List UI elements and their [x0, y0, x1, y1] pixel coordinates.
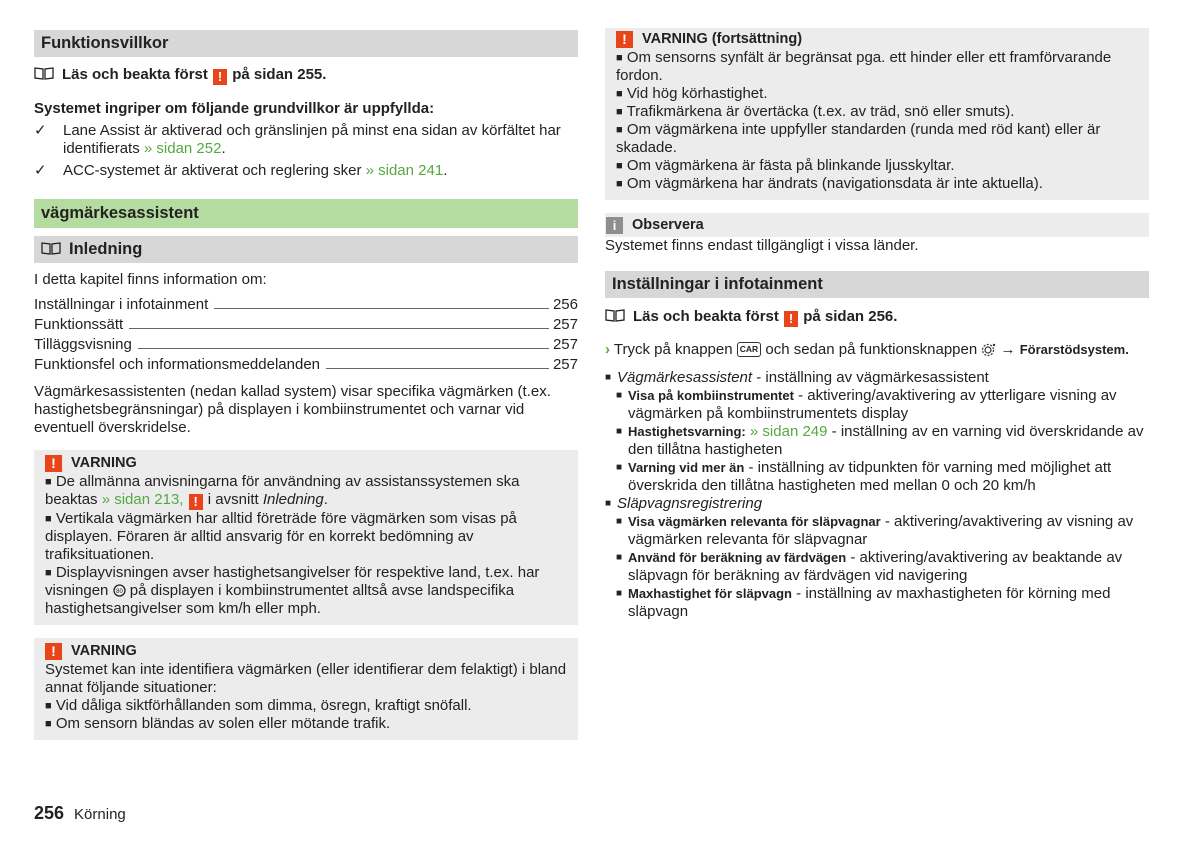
page-link[interactable]: » sidan 252 — [143, 140, 222, 157]
toc-intro: I detta kapitel finns information om: — [34, 271, 267, 288]
section-header-inledning: Inledning — [34, 236, 578, 263]
page-number: 256 — [34, 803, 65, 823]
settings-subitem: ■ Visa på kombiinstrumentet - aktivering/avaktivering av ytterligare visning av vägmärken på kombiinstrumentets display — [616, 387, 1117, 422]
warning-bullet: ■ Vertikala vägmärken har alltid företräde före vägmärken som visas på displayen. Föraren är alltid ansvarig för en korrekt bedömning av trafiksituationen. — [45, 510, 517, 563]
section-header-installningar: Inställningar i infotainment — [605, 271, 1149, 298]
settings-subitem: ■ Använd för beräkning av färdvägen - aktivering/avaktivering av beaktande av släpvagn för beräkning av färdvägen vid navigering — [616, 549, 1123, 584]
warning-box: ! VARNING ■ De allmänna anvisningarna för användning av assistanssystemen ska beaktas » sidan 213, ! i avsnitt Inledning. ■ Vertikala vägmärken har alltid företräde före vägmärken som visas på displayen. Föraren är alltid ansvarig för en korrekt bedömning av trafiksituationen. ■ Displayvisningen avser hastighetsangivelser för respektive land, t.ex. har visningen 80 på displayen i kombiinstrumentet alltså avse landspecifika hastighetsangivelser som km/h eller mph. — [34, 450, 578, 625]
settings-subitem: ■ Maxhastighet för släpvagn - inställning av maxhastigheten för körning med släpvagn — [616, 585, 1111, 620]
exclamation-icon: ! — [189, 494, 203, 510]
note-text: Systemet finns endast tillgängligt i vissa länder. — [605, 237, 919, 254]
exclamation-icon: ! — [616, 31, 633, 48]
warning-bullet: ■ Om vägmärkena har ändrats (navigationsdata är inte aktuella). — [616, 175, 1043, 192]
conditions-intro: Systemet ingriper om följande grundvillkor är uppfyllda: — [34, 100, 435, 117]
read-first-note: Läs och beakta först ! på sidan 256. — [605, 308, 1149, 327]
exclamation-icon: ! — [45, 643, 62, 660]
warning-bullet: ■ Vid dåliga siktförhållanden som dimma, ösregn, kraftigt snöfall. — [45, 697, 472, 714]
settings-subitem: ■ Hastighetsvarning: » sidan 249 - inställning av en varning vid överskridande av den tillåtna hastigheten — [616, 423, 1144, 458]
check-icon: ✓ — [34, 122, 47, 139]
instruction-step: › Tryck på knappen CAR och sedan på funktionsknappen → Förarstödsystem. — [605, 341, 1129, 358]
settings-subitem: ■ Visa vägmärken relevanta för släpvagnar - aktivering/avaktivering av visning av vägmärken relevanta för släpvagnar — [616, 513, 1134, 548]
gear-icon — [981, 342, 996, 357]
toc-entry[interactable]: Inställningar i infotainment 256 — [34, 296, 578, 313]
warning-bullet: ■ Vid hög körhastighet. — [616, 85, 768, 102]
warning-bullet: ■ Om sensorn bländas av solen eller mötande trafik. — [45, 715, 391, 732]
settings-list — [605, 369, 1149, 621]
condition-item: ✓ ACC-systemet är aktiverat och reglering sker » sidan 241. — [34, 162, 448, 179]
left-column — [34, 0, 578, 740]
info-icon: i — [606, 217, 623, 234]
warning-bullet: ■ Om vägmärkena inte uppfyller standarden (runda med röd kant) eller är skadade. — [616, 121, 1101, 156]
exclamation-icon: ! — [45, 455, 62, 472]
car-key-icon: CAR — [737, 342, 761, 357]
speed-sign-icon — [113, 584, 126, 597]
section-header-funktionsvillkor: Funktionsvillkor — [34, 30, 578, 57]
step-arrow-icon: › — [605, 341, 610, 358]
page-footer — [34, 803, 126, 824]
warning-bullet: ■ Displayvisningen avser hastighetsangivelser för respektive land, t.ex. har visningen 80 på displayen i kombiinstrumentet alltså avse landspecifika hastighetsangivelser som km/h eller mph. — [45, 564, 540, 617]
book-icon — [34, 67, 54, 80]
warning-continued-box: ! VARNING (fortsättning) ■ Om sensorns synfält är begränsat pga. ett hinder eller ett framförvarande fordon. ■ Vid hög körhastighet. ■ Trafikmärkena är övertäcka (t.ex. av träd, snö eller smuts). ■ Om vägmärkena inte uppfyller standarden (runda med röd kant) eller är skadade. ■ Om vägmärkena är fästa på blinkande ljusskyltar. ■ Om vägmärkena har ändrats (navigationsdata är inte aktuella). — [605, 28, 1149, 200]
toc-entry[interactable]: Tilläggsvisning 257 — [34, 336, 578, 353]
book-icon — [41, 242, 61, 255]
table-of-contents — [34, 295, 578, 375]
check-icon: ✓ — [34, 162, 47, 179]
toc-entry[interactable]: Funktionssätt 257 — [34, 316, 578, 333]
toc-entry[interactable]: Funktionsfel och informationsmeddelanden 257 — [34, 356, 578, 373]
warning-bullet: ■ Om sensorns synfält är begränsat pga. ett hinder eller ett framförvarande fordon. — [616, 49, 1112, 84]
book-icon — [605, 309, 625, 322]
svg-text:80: 80 — [115, 589, 123, 595]
settings-subitem: ■ Varning vid mer än - inställning av tidpunkten för varning med möjlighet att överskrida den tillåtna hastigheten med mellan 0 och 20 km/h — [616, 459, 1112, 494]
warning-box: ! VARNING Systemet kan inte identifiera vägmärken (eller identifierar dem felaktigt) i bland annat följande situationer: ■ Vid dåliga siktförhållanden som dimma, ösregn, kraftigt snöfall. ■ Om sensorn bländas av solen eller mötande trafik. — [34, 638, 578, 740]
warning-bullet: ■ Om vägmärkena är fästa på blinkande ljusskyltar. — [616, 157, 955, 174]
right-column — [605, 0, 1149, 621]
exclamation-icon: ! — [213, 69, 227, 85]
condition-item: ✓ Lane Assist är aktiverad och gränslinjen på minst ena sidan av körfältet har identifierats » sidan 252. — [34, 122, 561, 157]
settings-item: ■ Släpvagnsregistrering — [605, 495, 763, 512]
read-first-note: Läs och beakta först ! på sidan 255. — [34, 66, 578, 85]
warning-bullet: ■ De allmänna anvisningarna för användning av assistanssystemen ska beaktas » sidan 213, ! i avsnitt Inledning. — [45, 473, 520, 509]
note-header: i Observera — [605, 213, 1149, 237]
page-link[interactable]: » sidan 249 — [745, 423, 828, 440]
chapter-title: vägmärkesassistent — [34, 199, 578, 228]
page-link[interactable]: » sidan 213, — [101, 491, 184, 508]
intro-paragraph: Vägmärkesassistenten (nedan kallad system) visar specifika vägmärken (t.ex. hastighetsbegränsningar) på displayen i kombiinstrumentet och varnar vid eventuell överskridelse. — [34, 383, 551, 436]
exclamation-icon: ! — [784, 311, 798, 327]
warning-bullet: ■ Trafikmärkena är övertäcka (t.ex. av träd, snö eller smuts). — [616, 103, 1015, 120]
chapter-name: Körning — [74, 806, 126, 823]
settings-item: ■ Vägmärkesassistent - inställning av vägmärkesassistent — [605, 369, 989, 386]
page-link[interactable]: » sidan 241 — [365, 162, 444, 179]
